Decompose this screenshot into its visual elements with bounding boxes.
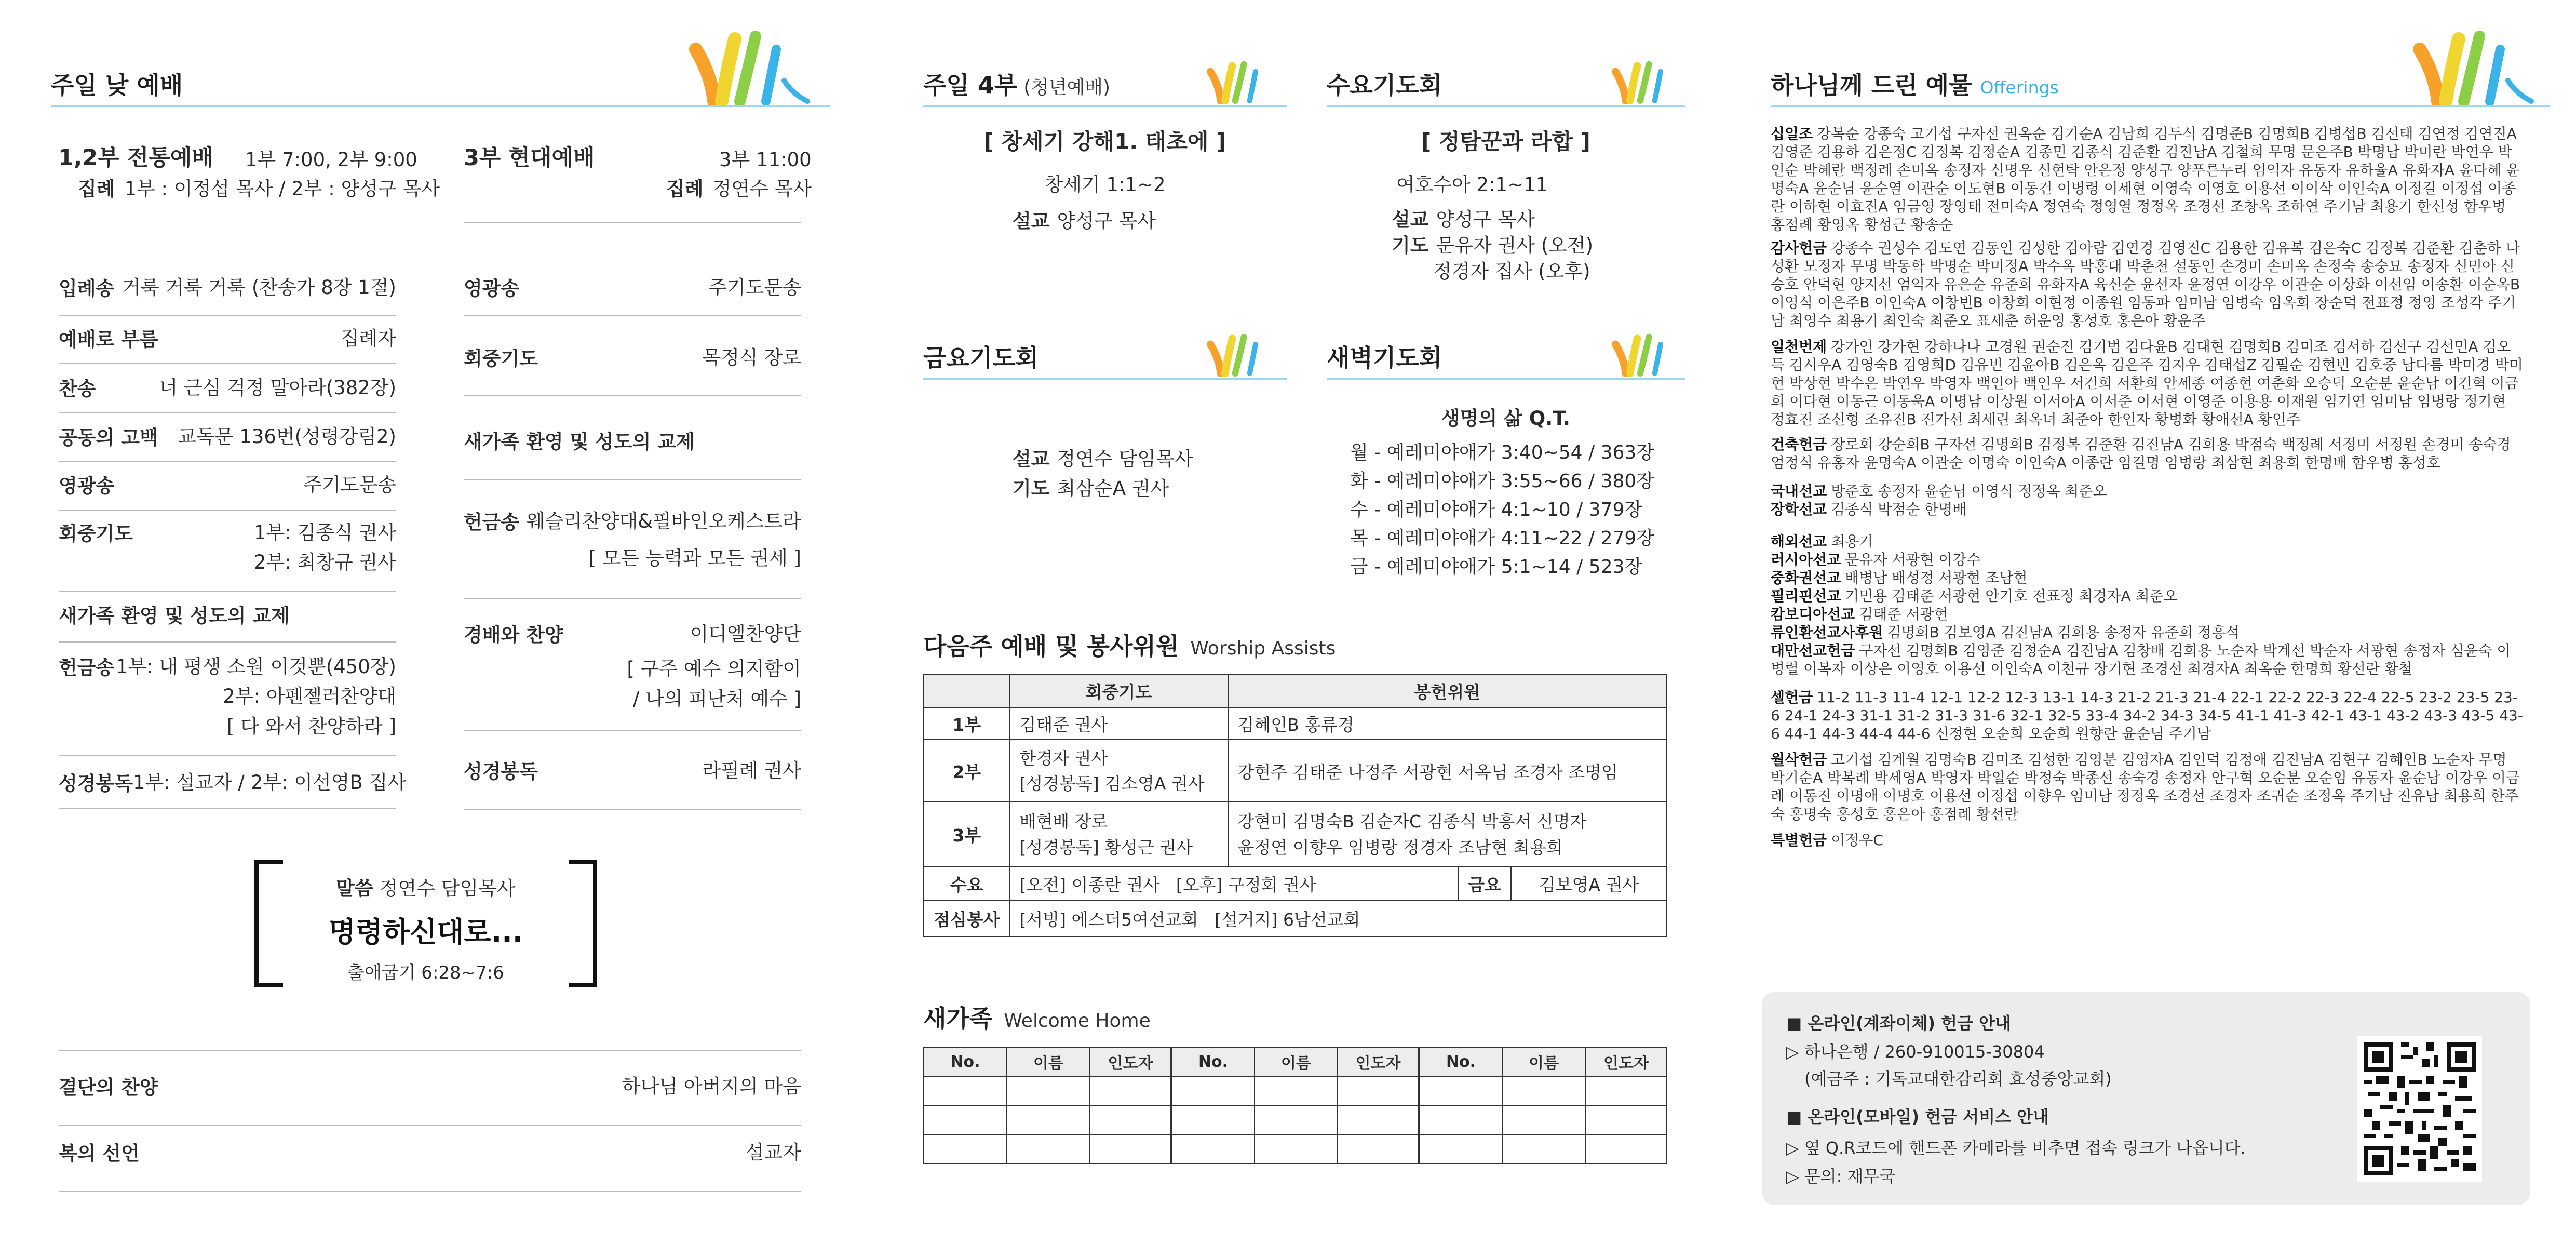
wed-ref: 여호수아 2:1~11 <box>1396 173 1548 196</box>
order-row: 새가족 환영 및 성도의 교제 <box>464 426 801 480</box>
order-row: 새가족 환영 및 성도의 교제 <box>59 600 396 643</box>
offering-taiwan: 대만선교헌금 구자선 김명희B 김영준 김정순A 김진남A 김창배 김희용 노순자 박계선 박순자 서광현 송정자 심윤숙 이병렬 이복자 이상은 이영호 이용선 이인숙A 이천규 장기현 조경선 최경자A 최옥순 한명희 황선란 황철 <box>1771 642 2511 677</box>
church-logo-icon <box>1610 332 1682 377</box>
dawn-item: 목 - 예레미야애가 4:11~22 / 279장 <box>1350 528 1655 549</box>
qr-code-icon[interactable] <box>2357 1036 2482 1182</box>
order-row: 공동의 고백 교독문 136번(성령강림2) <box>59 422 396 462</box>
church-logo-icon <box>2409 29 2539 106</box>
dawn-heading: 생명의 삶 Q.T. <box>1441 407 1570 430</box>
order-row: 경배와 찬양 이디엘찬양단 [ 구주 예수 의지함이 / 나의 피난처 예수 ] <box>464 619 801 731</box>
contact-info: ▷ 문의: 재무국 <box>1786 1167 1896 1186</box>
order-row: 결단의 찬양 하나님 아버지의 마음 <box>59 1072 801 1126</box>
offering-overseas: 해외선교 최용기 <box>1771 533 1873 550</box>
service-3-lead: 집례 정연수 목사 <box>666 178 812 200</box>
service-12-lead: 집례 1부 : 이정섭 목사 / 2부 : 양성구 목사 <box>78 178 440 200</box>
wed-prayer-2: 정경자 집사 (오후) <box>1433 260 1590 283</box>
church-logo-icon <box>1205 60 1277 104</box>
order-row: 영광송 주기도문송 <box>59 470 396 511</box>
order-row: 헌금송 웨슬리찬양대&필바인오케스트라 [ 모든 능력과 모든 권세 ] <box>464 506 801 599</box>
dawn-item: 화 - 예레미야애가 3:55~66 / 380장 <box>1350 471 1655 492</box>
order-row: 회중기도 목정식 장로 <box>464 343 801 396</box>
section-title-sunday: 주일 낮 예배 <box>51 71 183 99</box>
offering-tithe: 십일조 강복순 강종숙 고기섭 구자선 권옥순 김기순A 김남희 김두식 김명준B 김명희B 김병섭B 김선태 김연정 김연진A 김영준 김용하 김은정C 김정복 김정순A 김종민 김종식 김준환 김진남A 김철희 무명 문은주B 박명남 박미란 박연우 박인순 박혜란 백정례 손미옥 송정자 신명우 신현탁 안은정 양성구 양푸른누리 엄익자 유동자 유하율A 유화자A 윤다혜 윤명숙A 윤순님 윤순열 이관순 이도현B 이동건 이병령 이세현 이영숙 이영호 이용선 이이삭 이인숙A 이정길 이정섭 이종란 이하현 이효진A 임금영 장영태 전미숙A 정연숙 정영열 정정옥 조경선 조창옥 조하연 주기남 최용기 한신성 함우병 홍점례 황영옥 황성근 황송순 <box>1771 125 2520 233</box>
offering-thanks: 감사헌금 강종수 권성수 김도연 김동인 김성한 김아람 김연경 김영진C 김용한 김유복 김은숙C 김정복 김준환 김춘하 나성환 모정자 무명 박동학 박명순 박미정A 박수옥 박홍대 박춘천 설동인 손경미 손미옥 손정숙 송숭묘 송정자 신민아 신승호 안덕현 양지선 엄익자 유은순 유준희 유화자A 육신순 윤선자 윤정연 이강우 이관순 이상화 이선임 이송환 이순옥B 이영식 이은주B 이인숙A 이창빈B 이창희 이현정 이종원 임동파 임미남 임병숙 임옥희 장순덕 전표정 정영 조성각 주기남 최영수 최용기 최인숙 최준오 표세춘 허운영 홍성호 홍은아 황운주 <box>1771 239 2520 329</box>
table-row: 수요 [오전] 이종란 권사 [오후] 구정회 권사 금요 김보영A 권사 <box>924 867 1667 900</box>
youth-lead: 설교 양성구 목사 <box>1013 210 1156 232</box>
section-title-assists: 다음주 예배 및 봉사위원 Worship Assists <box>923 632 1336 660</box>
section-divider <box>923 378 1287 380</box>
order-row: 성경봉독 라필례 권사 <box>464 756 801 810</box>
offering-domestic: 국내선교 방준호 송정자 윤순님 이영식 정정옥 최준오 <box>1771 483 2107 500</box>
offering-scholarship: 장학선교 김종식 박점순 한명배 <box>1771 501 1967 518</box>
youth-heading: [ 창세기 강해1. 태초에 ] <box>983 129 1226 154</box>
sermon-ref: 출애굽기 6:28~7:6 <box>347 962 504 983</box>
church-logo-icon <box>1610 60 1682 104</box>
section-divider <box>923 105 1287 107</box>
service-3-time: 3부 11:00 <box>719 149 812 171</box>
section-divider <box>1327 378 1685 380</box>
offering-philippines: 필리핀선교 기민용 김태준 서광현 안기호 전표정 최경자A 최준오 <box>1771 587 2178 605</box>
assists-table: 회중기도 봉헌위원 1부 김태준 권사 김혜인B 홍류경 2부 한경자 권사 [성경봉독] 김소영A 권사 강현주 김태준 나정주 서광현 서옥님 조경자 조명임 3부 배현배 장로 [성경봉독] 황성근 권사 강현미 김명숙B 김순자C 김종식 박흥서 신명자 윤정연 이향우 임병랑 정경자 조남현 최용희 수요 [오전] 이종란 권사 [오후] 구정회 권사 금요 김보영A 권사 점심봉사 [서빙] 에스더5여선교회 [설거지] 6남선교회 <box>923 674 1667 937</box>
table-row: 1부 김태준 권사 김혜인B 홍류경 <box>924 707 1667 740</box>
wed-prayer: 기도 문유자 권사 (오전) <box>1392 234 1594 257</box>
offering-missionary: 류인환선교사후원 김명희B 김보영A 김진남A 김희용 송정자 유준희 정흥석 <box>1771 624 2240 641</box>
sermon-block: 말씀 정연수 담임목사 명령하신대로... 출애굽기 6:28~7:6 <box>283 873 569 984</box>
service-12-name: 1,2부 전통예배 <box>58 145 213 171</box>
section-title-wednesday: 수요기도회 <box>1327 71 1442 99</box>
account-holder: (예금주 : 기독교대한감리회 효성중앙교회) <box>1804 1069 2112 1089</box>
section-title-dawn: 새벽기도회 <box>1327 344 1442 372</box>
qr-instruction: ▷ 옆 Q.R코드에 핸드폰 카메라를 비추면 접속 링크가 나옵니다. <box>1786 1138 2246 1158</box>
section-title-offerings: 하나님께 드린 예물 Offerings <box>1771 71 2059 99</box>
section-title-newcomers: 새가족 Welcome Home <box>923 1005 1151 1033</box>
table-row: 3부 배현배 장로 [성경봉독] 황성근 권사 강현미 김명숙B 김순자C 김종식 박흥서 신명자 윤정연 이향우 임병랑 정경자 조남현 최용희 <box>924 802 1667 867</box>
order-row: 회중기도 1부: 김종식 권사 2부: 최창규 권사 <box>59 518 396 592</box>
service-3-name: 3부 현대예배 <box>464 145 595 171</box>
order-row: 찬송 너 근심 걱정 말아라(382장) <box>59 373 396 413</box>
table-row <box>924 1134 1667 1163</box>
youth-ref: 창세기 1:1~2 <box>1044 173 1166 196</box>
offering-building: 건축헌금 장로회 강순희B 구자선 김명희B 김정복 김준환 김진남A 김희용 박점숙 백정례 서정미 서정원 손경미 송숙경 엄정식 유홍자 윤명숙A 이관순 이명숙 이인숙A 이종란 임길명 임병랑 최삼현 최용희 한명배 함우병 홍성호 <box>1771 436 2511 471</box>
fri-prayer: 기도 최삼순A 권사 <box>1013 477 1169 500</box>
offering-1000: 일천번제 강가인 강가현 강하나나 고경원 권순진 김기범 김다윤B 김대현 김명희B 김미조 김서하 김선구 김선민A 김오득 김시우A 김영숙B 김영희D 김유빈 김윤아B 김은옥 김은주 김지우 김태섭Z 김필순 김현빈 김호중 남다름 박미경 박미현 박상현 박수은 박연우 박영자 백인아 백인우 서건희 서환희 안세종 여종현 여춘화 오승덕 오순분 윤순남 이건혁 이금희 이다현 이동근 이동욱A 이명남 이상원 이서아A 이서준 이서현 이영준 이용용 이재원 임기연 임미남 임병랑 정기현 정효진 조신형 조유진B 진가선 최세린 최옥녀 최준아 한인자 황병화 황애선A 황인주 <box>1771 338 2523 428</box>
order-row: 영광송 주기도문송 <box>464 273 801 316</box>
offering-cell: 셀헌금 11-2 11-3 11-4 12-1 12-2 12-3 13-1 14-3 21-2 21-3 21-4 22-1 22-2 22-3 22-4 22-5 23-2 23-5 23-6 24-1 24-3 31-1 31-2 31-3 31-6 32-1 32-5 33-4 34-2 34-3 34-5 41-1 41-3 42-1 43-1 43-2 43-3 43-5 43-6 44-1 44-3 44-4 44-6 신정현 오순희 오순희 원향란 윤순님 주기남 <box>1771 689 2523 742</box>
offering-monthly: 월삭헌금 고기섭 김계월 김명숙B 김미조 김성한 김영분 김영자A 김인덕 김정애 김진남A 김현구 김혜인B 노순자 무명 박기순A 박복례 박세영A 박영자 박일순 박정숙 박종선 송숙경 송정자 안구혁 오순분 오순임 유동자 윤순남 이강우 이금례 이동진 이명애 이명호 이용선 이정섭 이향우 임미남 정정옥 조경선 조경자 조귀순 조정옥 주기남 진유남 최용희 한주숙 홍명숙 홍성호 홍은아 홍점례 황선란 <box>1771 751 2520 823</box>
sermon-title: 명령하신대로... <box>328 916 523 948</box>
service-12-time: 1부 7:00, 2부 9:00 <box>245 149 417 171</box>
table-row: 2부 한경자 권사 [성경봉독] 김소영A 권사 강현주 김태준 나정주 서광현 서옥님 조경자 조명임 <box>924 740 1667 802</box>
order-row: 입례송 거룩 거룩 거룩 (찬송가 8장 1절) <box>59 273 396 316</box>
section-title-friday: 금요기도회 <box>923 344 1039 372</box>
dawn-item: 월 - 예레미야애가 3:40~54 / 363장 <box>1350 442 1655 463</box>
order-row: 헌금송 1부: 내 평생 소원 이것뿐(450장) 2부: 아펜젤러찬양대 [ 다 와서 찬양하라 ] <box>59 652 396 756</box>
newcomer-table: No. 이름 인도자 No. 이름 인도자 No. 이름 인도자 <box>923 1047 1667 1164</box>
church-logo-icon <box>1205 332 1277 377</box>
dawn-item: 수 - 예레미야애가 4:1~10 / 379장 <box>1350 499 1643 520</box>
online-heading-transfer: ■ 온라인(계좌이체) 헌금 안내 <box>1786 1013 2011 1033</box>
wed-preacher: 설교 양성구 목사 <box>1392 208 1535 231</box>
table-row: 점심봉사 [서빙] 에스더5여선교회 [설거지] 6남선교회 <box>924 900 1667 936</box>
offering-china: 중화권선교 배병남 배성정 서광현 조남현 <box>1771 569 2028 586</box>
fri-preacher: 설교 정연수 담임목사 <box>1013 448 1193 470</box>
online-heading-mobile: ■ 온라인(모바일) 헌금 서비스 안내 <box>1786 1107 2049 1127</box>
offering-russia: 러시아선교 문유자 서광현 이강수 <box>1771 551 1981 568</box>
section-divider <box>1771 105 2550 107</box>
offering-special: 특별헌금 이정우C <box>1771 832 1883 849</box>
offering-cambodia: 캄보디아선교 김태준 서광현 <box>1771 606 1948 623</box>
section-divider <box>1327 105 1685 107</box>
order-row: 복의 선언 설교자 <box>59 1137 801 1192</box>
section-title-youth: 주일 4부 (청년예배) <box>923 71 1110 99</box>
table-row <box>924 1105 1667 1134</box>
dawn-item: 금 - 예레미야애가 5:1~14 / 523장 <box>1350 556 1643 578</box>
order-row: 성경봉독 1부: 설교자 / 2부: 이선영B 집사 <box>59 768 396 809</box>
bank-account: ▷ 하나은행 / 260-910015-30804 <box>1786 1042 2045 1062</box>
order-row: 예배로 부름 집례자 <box>59 324 396 364</box>
wed-heading: [ 정탐꾼과 라합 ] <box>1421 129 1590 154</box>
table-row <box>924 1076 1667 1105</box>
